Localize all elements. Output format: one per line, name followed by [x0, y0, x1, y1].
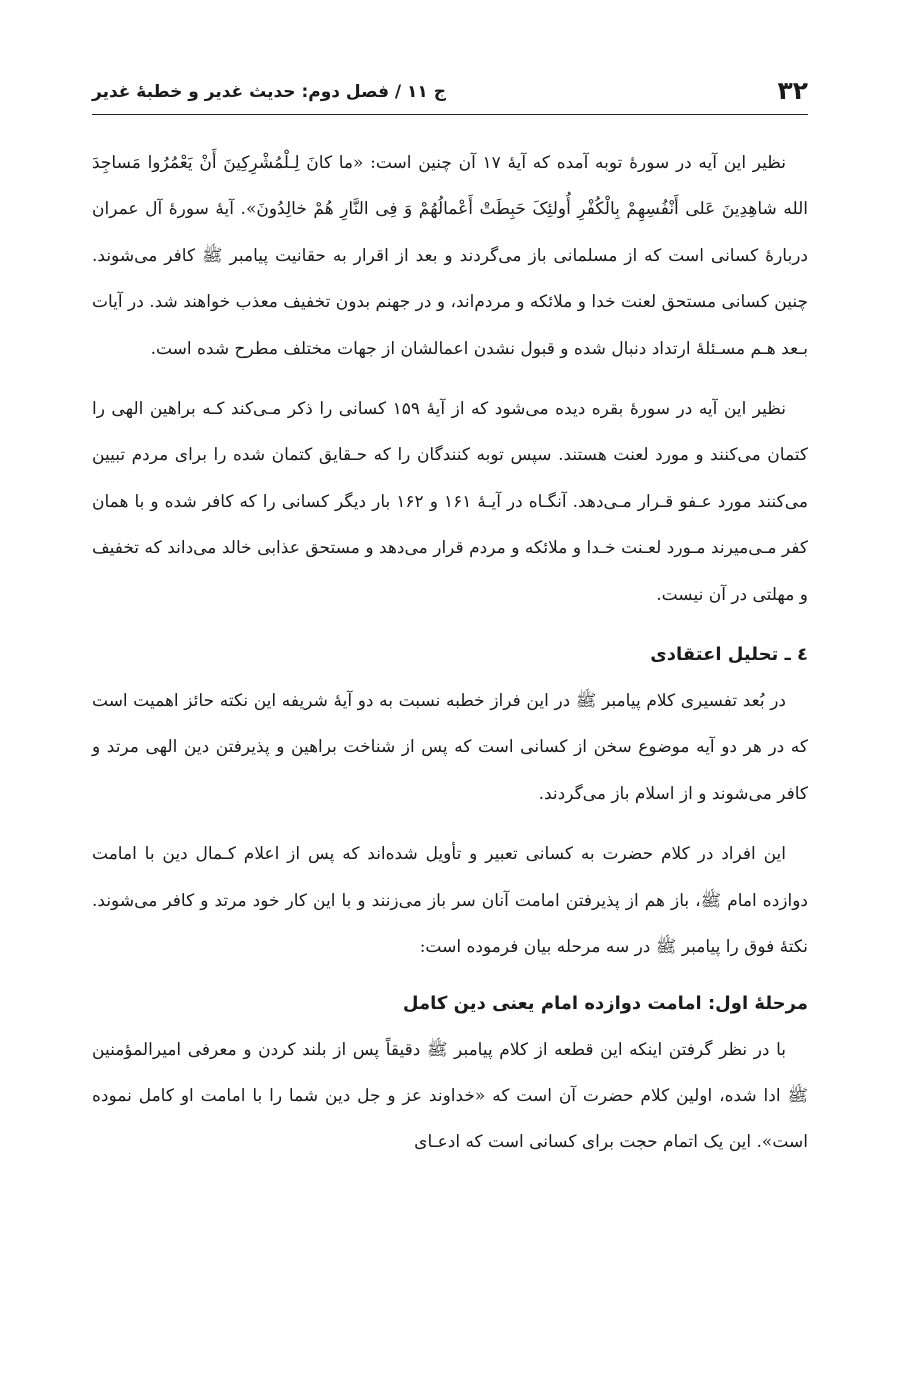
section-heading: ٤ ـ تحلیل اعتقادی — [650, 644, 808, 666]
paragraph: نظیر این آیه در سورهٔ بقره دیده می‌شود که از آیهٔ ۱۵۹ کسانی را ذکر مـی‌کند کـه براهین الهی را کتمان می‌کنند و مورد لعنت هستند. سپس توبه کنندگان را که حـقایق کتمان شده را برای مردم تبیین می‌کنند مورد عـفو قـرار مـی‌دهد. آنگـاه در آیـهٔ ۱۶۱ و ۱۶۲ بار دیگر کسانی را که کافر شده و با همان کفر مـی‌میرند مـورد لعـنت خـدا و ملائکه و مردم قرار می‌دهد و مستحق عذابی خالد می‌داند که تخفیف و مهلتی در آن نیست. — [92, 399, 809, 605]
page-number: ۳۲ — [777, 76, 808, 105]
paragraph: در بُعد تفسیری کلام پیامبر ﷺ در این فراز خطبه نسبت به دو آیهٔ شریفه این نکته حائز اهمیت است که در هر دو آیه موضوع سخن از کسانی است که پس از شناخت براهین و پذیرفتن دین الهی مرتد و کافر می‌شوند و از اسلام باز می‌گردند. — [92, 691, 808, 804]
running-title: ج ۱۱ / فصل دوم: حدیث غدیر و خطبهٔ غدیر — [92, 82, 446, 102]
paragraph: با در نظر گرفتن اینکه این قطعه از کلام پیامبر ﷺ دقیقاً پس از بلند کردن و معرفی امیرالمؤمنین ﷺ ادا شده، اولین کلام حضرت آن است که «خداوند عز و جل دین شما را با امامت او کامل نموده است». این یک اتمام حجت برای کسانی است که ادعـای — [92, 1039, 808, 1153]
page-body — [92, 140, 808, 1166]
paragraph: این افراد در کلام حضرت به کسانی تعبیر و تأویل شده‌اند که پس از اعلام کـمال دین با امامت دوازده امام ﷺ، باز هم از پذیرفتن امامت آنان سر باز می‌زنند و با این کار خود مرتد و کافر می‌شوند. نکتهٔ فوق را پیامبر ﷺ در سه مرحله بیان فرموده است: — [92, 844, 808, 958]
paragraph: نظیر این آیه در سورهٔ توبه آمده که آیهٔ ۱۷ آن چنین است: «ما کانَ لِـلْمُشْرِکِینَ أَنْ یَعْمُرُوا مَساجِدَ الله شاهِدِینَ عَلی أَنْفُسِهِمْ بِالْکُفْرِ أُولئِکَ حَبِطَتْ أَعْمالُهُمْ وَ فِی النَّارِ هُمْ خالِدُونَ». آیهٔ سورهٔ آل عمران دربارهٔ کسانی است که از مسلمانی باز می‌گردند و بعد از اقرار به حقانیت پیامبر ﷺ کافر می‌شوند. چنین کسانی مستحق لعنت خدا و ملائکه و مردم‌اند، و در جهنم بدون تخفیف معذب خواهند شد. در آیات بـعد هـم مسـئلهٔ ارتداد دنبال شده و قبول نشدن اعمالشان از جهات مختلف مطرح شده است. — [92, 153, 808, 359]
section-heading: مرحلهٔ اول: امامت دوازده امام یعنی دین کامل — [402, 992, 808, 1014]
page-header — [92, 74, 808, 115]
